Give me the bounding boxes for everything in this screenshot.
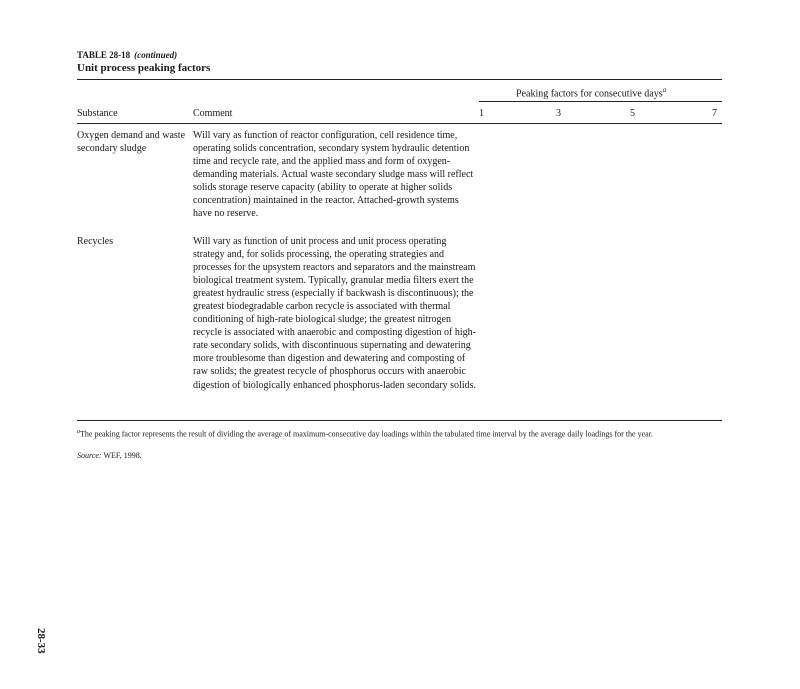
column-header-day-1: 1	[479, 108, 484, 119]
table-continued: (continued)	[134, 50, 178, 60]
row-1-comment: Will vary as function of reactor configuration, cell residence time, operating solids concentration, secondary system hydraulic detention time and recycle rate, and the applied mass and form of oxygen-demanding materials. Actual waste secondary sludge mass will reflect solids storage reserve capacity (ability to operate at higher solids concentration) maintained in the reactor. Attached-growth systems have no reserve.	[193, 130, 474, 220]
footnote-text: The peaking factor represents the result of dividing the average of maximum-consecutive day loadings within the tabulated time interval by the average daily loadings for the year.	[80, 429, 653, 439]
column-header-day-7: 7	[712, 108, 717, 119]
column-header-day-5: 5	[630, 108, 635, 119]
bottom-rule	[77, 420, 722, 421]
peaking-factors-header	[516, 86, 666, 99]
footnote-mark: a	[77, 429, 80, 435]
group-header-rule	[479, 101, 722, 102]
page-number: 28-33	[35, 628, 47, 654]
source-text: WEF, 1998.	[103, 451, 142, 460]
table-title: Unit process peaking factors	[77, 62, 211, 74]
column-header-substance: Substance	[77, 108, 118, 119]
table-number: TABLE 28-18	[77, 50, 131, 60]
footnote-marker: a	[662, 86, 667, 94]
row-2-substance: Recycles	[77, 236, 114, 247]
header-rule	[77, 123, 722, 124]
row-2-comment: Will vary as function of unit process and unit process operating strategy and, for solids processing, the operating strategies and processes for the upsystem reactors and separators and the mainstream biological treatment system. Typically, granular media filters exert the greatest hydraulic stress (especially if backwash is discontinuous); the greatest biodegradable carbon recycle is associated with thermal conditioning of high-rate biological sludge; the greatest nitrogen recycle is associated with anaerobic and composting digestion of high-rate secondary solids, with discontinuous supernating and dewatering more troublesome than digestion and dewatering and composting of raw solids; the greatest recycle of phosphorus occurs with anaerobic digestion of biologically enhanced phosphorus-laden secondary solids.	[193, 236, 476, 391]
source-label: Source:	[77, 451, 102, 460]
top-rule	[77, 79, 722, 80]
peaking-factors-header-text: Peaking factors for consecutive days	[516, 88, 663, 100]
table-label	[77, 50, 177, 60]
table-source	[77, 451, 142, 460]
row-1-substance: Oxygen demand and waste secondary sludge	[77, 130, 186, 155]
table-footnote	[77, 427, 717, 440]
column-header-day-3: 3	[556, 108, 561, 119]
column-header-comment: Comment	[193, 108, 233, 119]
